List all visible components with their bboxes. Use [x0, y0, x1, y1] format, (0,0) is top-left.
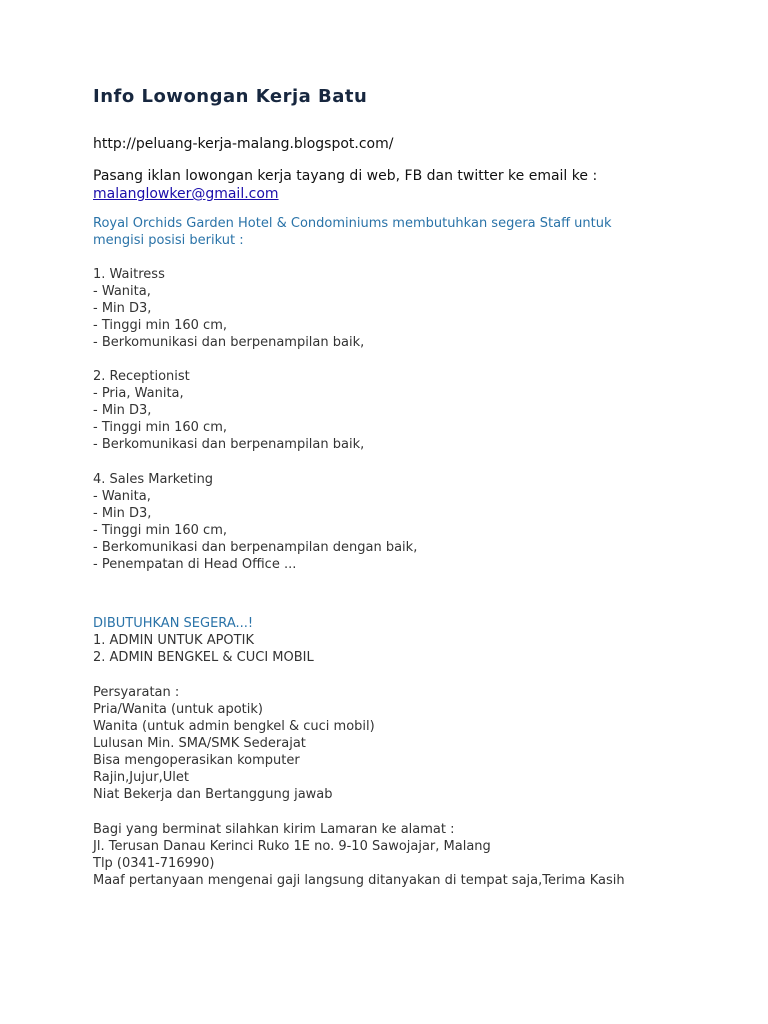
- urgent-heading: DIBUTUHKAN SEGERA...!: [93, 616, 254, 631]
- job-requirement: - Min D3,: [93, 506, 152, 521]
- job-requirement: - Berkomunikasi dan berpenampilan dengan baik,: [93, 540, 418, 555]
- address: Jl. Terusan Danau Kerinci Ruko 1E no. 9-10 Sawojajar, Malang: [93, 839, 491, 854]
- job-requirement: - Tinggi min 160 cm,: [93, 523, 227, 538]
- job-requirement: - Berkomunikasi dan berpenampilan baik,: [93, 437, 365, 452]
- requirement-item: Niat Bekerja dan Bertanggung jawab: [93, 787, 333, 802]
- closing-note: Maaf pertanyaan mengenai gaji langsung ditanyakan di tempat saja,Terima Kasih: [93, 873, 625, 888]
- page-title: Info Lowongan Kerja Batu: [93, 86, 368, 107]
- job-receptionist: [93, 368, 364, 453]
- job-requirement: - Tinggi min 160 cm,: [93, 318, 227, 333]
- job-requirement: - Tinggi min 160 cm,: [93, 420, 227, 435]
- requirement-item: Lulusan Min. SMA/SMK Sederajat: [93, 736, 306, 751]
- blog-url[interactable]: http://peluang-kerja-malang.blogspot.com/: [93, 136, 394, 152]
- job-requirement: - Wanita,: [93, 489, 151, 504]
- job-requirement: - Min D3,: [93, 301, 152, 316]
- urgent-item: 2. ADMIN BENGKEL & CUCI MOBIL: [93, 650, 314, 665]
- job-sales-marketing: [93, 471, 417, 573]
- email-link[interactable]: malanglowker@gmail.com: [93, 186, 279, 202]
- job-heading: 4. Sales Marketing: [93, 472, 214, 487]
- requirements-heading: Persyaratan :: [93, 685, 180, 700]
- intro-line: mengisi posisi berikut :: [93, 233, 244, 248]
- requirement-item: Rajin,Jujur,Ulet: [93, 770, 189, 785]
- requirement-item: Wanita (untuk admin bengkel & cuci mobil): [93, 719, 375, 734]
- job-heading: 1. Waitress: [93, 267, 165, 282]
- job-requirement: - Penempatan di Head Office ...: [93, 557, 297, 572]
- job-heading: 2. Receptionist: [93, 369, 190, 384]
- job-waitress: [93, 266, 364, 351]
- requirement-item: Pria/Wanita (untuk apotik): [93, 702, 263, 717]
- apply-instruction: Bagi yang berminat silahkan kirim Lamaran ke alamat :: [93, 822, 455, 837]
- urgent-item: 1. ADMIN UNTUK APOTIK: [93, 633, 254, 648]
- job-requirement: - Berkomunikasi dan berpenampilan baik,: [93, 335, 365, 350]
- phone: Tlp (0341-716990): [93, 856, 215, 871]
- job-requirement: - Pria, Wanita,: [93, 386, 184, 401]
- intro-paragraph: [93, 215, 612, 249]
- urgent-section: [93, 615, 314, 666]
- apply-section: [93, 821, 625, 889]
- requirements-section: [93, 684, 375, 803]
- ad-text: Pasang iklan lowongan kerja tayang di web, FB dan twitter ke email ke :: [93, 168, 598, 184]
- intro-line: Royal Orchids Garden Hotel & Condominiums membutuhkan segera Staff untuk: [93, 216, 612, 231]
- requirement-item: Bisa mengoperasikan komputer: [93, 753, 300, 768]
- ad-notice: [93, 167, 597, 203]
- job-requirement: - Wanita,: [93, 284, 151, 299]
- job-requirement: - Min D3,: [93, 403, 152, 418]
